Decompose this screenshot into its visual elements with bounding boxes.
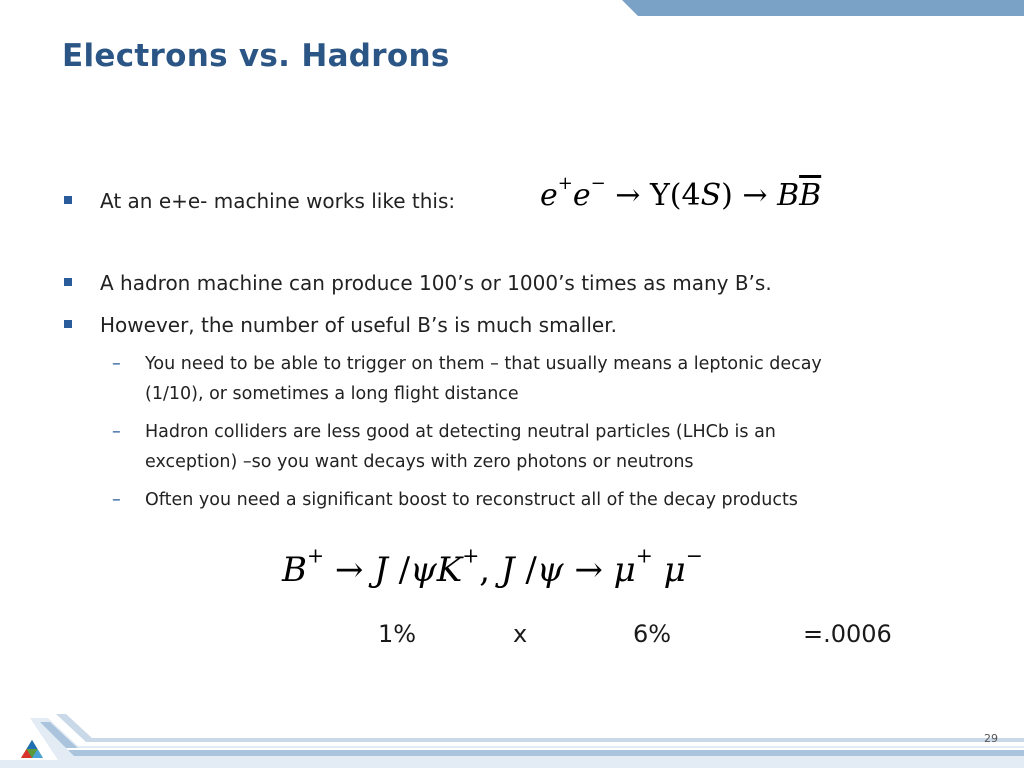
footer-swoosh <box>0 700 1024 768</box>
product-result: =.0006 <box>803 620 892 648</box>
sub-bullet-line: You need to be able to trigger on them – that usually means a leptonic decay <box>145 354 822 374</box>
sub-bullet-line: Often you need a significant boost to reconstruct all of the decay products <box>145 490 798 510</box>
sub-bullet-line: exception) –so you want decays with zero photons or neutrons <box>145 452 694 472</box>
bullet-text: At an e+e- machine works like this: <box>100 189 456 213</box>
sub-bullet-line: Hadron colliders are less good at detecting neutral particles (LHCb is an <box>145 422 776 442</box>
dash-bullet-icon: – <box>112 422 121 442</box>
square-bullet-icon <box>64 196 72 204</box>
square-bullet-icon <box>64 278 72 286</box>
bullet-text: A hadron machine can produce 100’s or 1000’s times as many B’s. <box>100 271 772 295</box>
header-accent-band <box>622 0 1024 16</box>
sub-bullet-line: (1/10), or sometimes a long flight distance <box>145 384 519 404</box>
probability-mumu: 6% <box>633 620 672 648</box>
bullet-text: However, the number of useful B’s is much smaller. <box>100 313 617 337</box>
dash-bullet-icon: – <box>112 490 121 510</box>
argonne-triangle-logo <box>20 739 44 759</box>
dash-bullet-icon: – <box>112 354 121 374</box>
equation-b-to-jpsi-k: B+ → J /ψK+, J /ψ → μ+ μ− <box>282 543 703 590</box>
square-bullet-icon <box>64 320 72 328</box>
slide-title: Electrons vs. Hadrons <box>62 38 450 74</box>
slide-number: 29 <box>984 732 998 745</box>
probability-jpsi-k: 1% <box>378 620 417 648</box>
equation-ee-to-bb: $e^+e^- \to \Upsilon(4S) \to B\overline{B}$ <box>540 172 822 213</box>
times-sign: x <box>513 620 528 648</box>
